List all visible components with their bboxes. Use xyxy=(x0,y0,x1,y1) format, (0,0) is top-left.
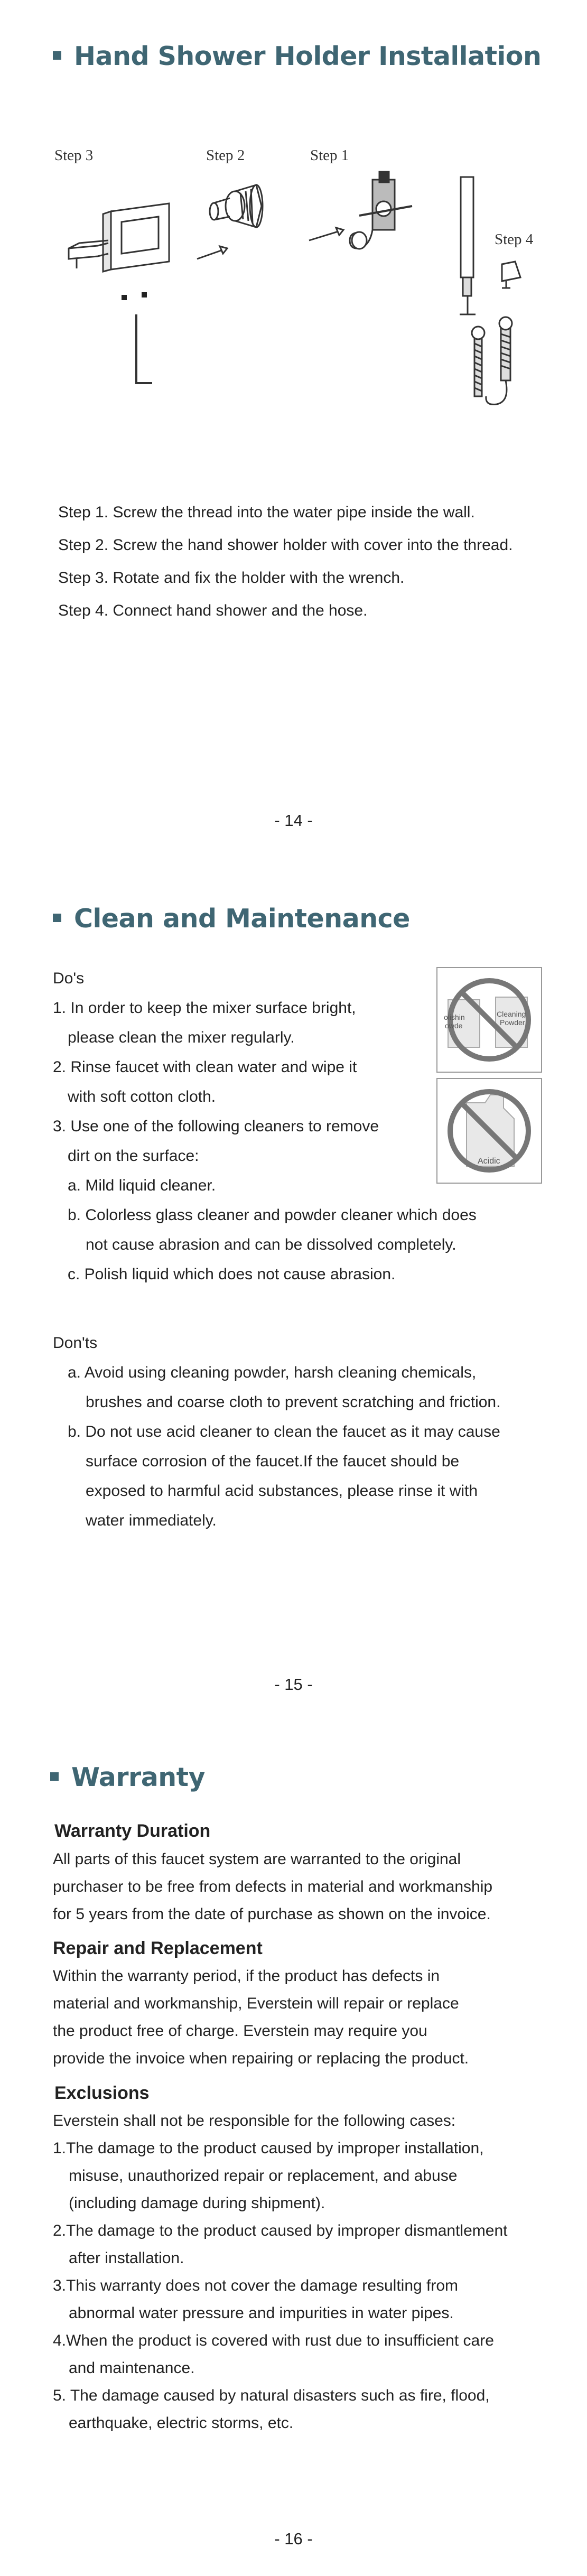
no-acid-cleaner-icon xyxy=(436,1078,542,1184)
step-line-4: Step 4. Connect hand shower and the hose. xyxy=(58,602,368,619)
dos-line-3: 2. Rinse faucet with clean water and wipe it xyxy=(53,1058,357,1076)
installation-diagram xyxy=(48,153,555,449)
dos-line-6: dirt on the surface: xyxy=(68,1147,199,1165)
dos-line-8: b. Colorless glass cleaner and powder cleaner which does xyxy=(68,1206,477,1224)
repair-text xyxy=(53,1963,549,2072)
step1-label: Step 1 xyxy=(310,147,349,164)
exclusion-line-7: abnormal water pressure and impurities in water pipes. xyxy=(69,2304,454,2322)
exclusion-line-4: 2.The damage to the product caused by improper dismantlement xyxy=(53,2222,508,2239)
page-number-15: - 15 - xyxy=(274,1675,313,1694)
exclusion-line-10: 5. The damage caused by natural disasters such as fire, flood, xyxy=(53,2387,490,2404)
exclusions-heading: Exclusions xyxy=(54,2083,150,2103)
dos-line-10: c. Polish liquid which does not cause abrasion. xyxy=(68,1266,396,1283)
page-number-16: - 16 - xyxy=(274,2529,313,2548)
donts-line-4: surface corrosion of the faucet.If the faucet should be xyxy=(86,1453,460,1470)
repair-heading: Repair and Replacement xyxy=(53,1938,263,1958)
dos-heading: Do's xyxy=(53,970,85,987)
valve-illustration xyxy=(350,172,412,249)
warranty-duration-heading: Warranty Duration xyxy=(54,1821,211,1841)
page-title-text: Clean and Maintenance xyxy=(74,904,410,934)
page-title-installation xyxy=(53,41,541,71)
exclusion-line-5: after installation. xyxy=(69,2249,184,2267)
step-line-1: Step 1. Screw the thread into the water pipe inside the wall. xyxy=(58,504,475,521)
hand-shower-illustration xyxy=(460,177,520,314)
heading-bullet xyxy=(50,1772,59,1781)
dos-line-2: please clean the mixer regularly. xyxy=(68,1029,295,1046)
icon-text-left: olishin xyxy=(444,1013,465,1021)
hose-illustration xyxy=(472,317,512,404)
step-line-2: Step 2. Screw the hand shower holder with cover into the thread. xyxy=(58,536,513,554)
donts-line-3: b. Do not use acid cleaner to clean the faucet as it may cause xyxy=(68,1423,500,1440)
exclusion-line-1: 1.The damage to the product caused by improper installation, xyxy=(53,2140,484,2157)
page-title-text: Warranty xyxy=(71,1762,206,1792)
icon-text-acidic: Acidic xyxy=(478,1157,500,1166)
heading-bullet xyxy=(53,914,61,922)
icon-text-left2: owde xyxy=(445,1021,463,1030)
repair-line-3: the product free of charge. Everstein may require you xyxy=(53,2022,427,2040)
donts-line-5: exposed to harmful acid substances, please rinse it with xyxy=(86,1482,478,1500)
duration-line-2: purchaser to be free from defects in material and workmanship xyxy=(53,1878,493,1895)
repair-line-4: provide the invoice when repairing or replacing the product. xyxy=(53,2050,469,2067)
repair-line-1: Within the warranty period, if the product has defects in xyxy=(53,1967,440,1985)
wrench-icon xyxy=(136,314,152,383)
dos-line-1: 1. In order to keep the mixer surface bright, xyxy=(53,999,356,1017)
exclusion-line-8: 4.When the product is covered with rust due to insufficient care xyxy=(53,2332,494,2349)
exclusion-line-9: and maintenance. xyxy=(69,2359,195,2377)
donts-line-1: a. Avoid using cleaning powder, harsh cleaning chemicals, xyxy=(68,1364,477,1381)
warranty-duration-text xyxy=(53,1846,549,1928)
exclusion-line-11: earthquake, electric storms, etc. xyxy=(69,2414,294,2432)
duration-line-1: All parts of this faucet system are warranted to the original xyxy=(53,1850,461,1868)
page-number-14: - 14 - xyxy=(274,811,313,830)
step3-label: Step 3 xyxy=(54,147,94,164)
step2-label: Step 2 xyxy=(206,147,245,164)
donts-line-2: brushes and coarse cloth to prevent scratching and friction. xyxy=(86,1393,501,1411)
page-title-clean xyxy=(53,904,410,934)
exclusion-line-2: misuse, unauthorized repair or replacement, and abuse xyxy=(69,2167,458,2184)
exclusion-line-3: (including damage during shipment). xyxy=(69,2194,325,2212)
repair-line-2: material and workmanship, Everstein will repair or replace xyxy=(53,1995,459,2012)
cover-illustration xyxy=(210,185,263,227)
exclusion-line-6: 3.This warranty does not cover the damage resulting from xyxy=(53,2277,459,2294)
icon-text-right: Cleaning xyxy=(497,1010,526,1018)
donts-heading: Don'ts xyxy=(53,1334,98,1352)
duration-line-3: for 5 years from the date of purchase as shown on the invoice. xyxy=(53,1905,491,1923)
dos-line-4: with soft cotton cloth. xyxy=(68,1088,216,1105)
step-line-3: Step 3. Rotate and fix the holder with the wrench. xyxy=(58,569,405,587)
dos-line-7: a. Mild liquid cleaner. xyxy=(68,1177,216,1194)
step4-label: Step 4 xyxy=(495,231,534,248)
page-title-warranty xyxy=(50,1762,205,1792)
holder-illustration xyxy=(69,203,169,272)
donts-line-6: water immediately. xyxy=(86,1512,217,1529)
icon-text-right2: Powder xyxy=(500,1018,525,1027)
no-cleaning-powder-icon xyxy=(436,967,542,1073)
dos-line-5: 3. Use one of the following cleaners to remove xyxy=(53,1118,379,1135)
exclusions-list xyxy=(53,2107,560,2437)
dos-line-9: not cause abrasion and can be dissolved completely. xyxy=(86,1236,456,1253)
page-title-text: Hand Shower Holder Installation xyxy=(74,41,542,71)
heading-bullet xyxy=(53,51,61,60)
exclusion-line-0: Everstein shall not be responsible for the following cases: xyxy=(53,2112,456,2129)
